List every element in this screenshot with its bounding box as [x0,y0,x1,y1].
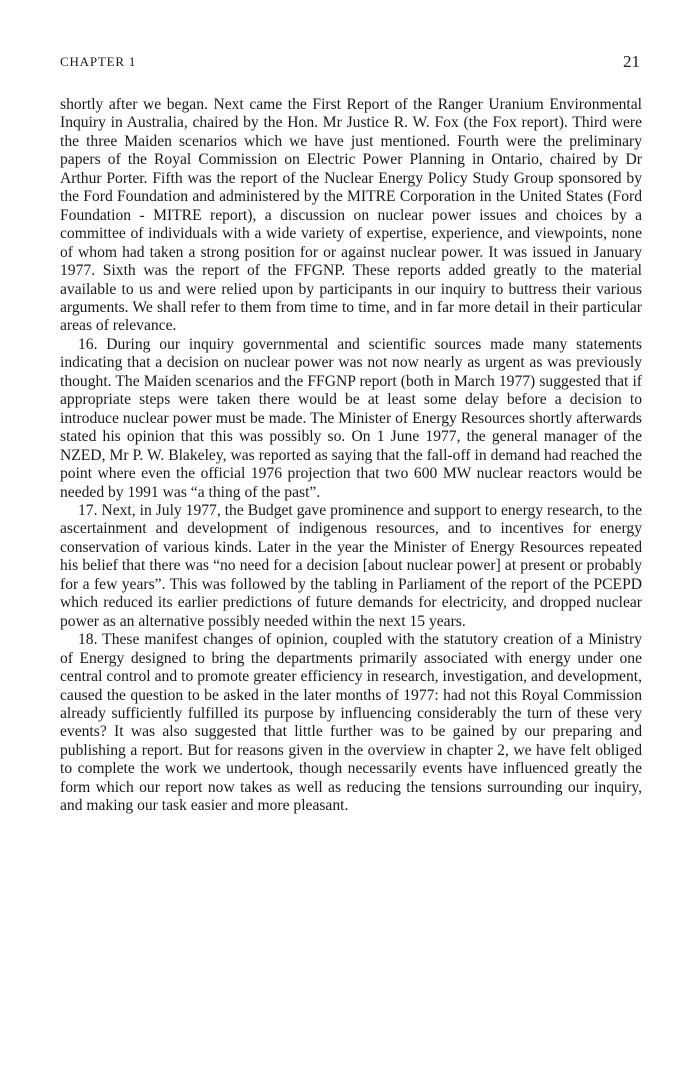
page-number: 21 [623,52,640,71]
paragraph-17: 17. Next, in July 1977, the Budget gave prominence and support to energy research, to the ascertainment and development of indigenous resources, and to incentives for energy conservation of various kinds. Later in the year the Minister of Energy Resources repeated his belief that there was “no need for a decision [about nuclear power] at present or probably for a few years”. This was followed by the tabling in Parliament of the report of the PCEPD which reduced its earlier predictions of future demands for electricity, and dropped nuclear power as an alternative possibly needed within the next 15 years. [60,501,642,630]
body-text [60,96,642,816]
running-header [60,54,640,78]
chapter-label: CHAPTER 1 [60,54,137,69]
paragraph-continued: shortly after we began. Next came the First Report of the Ranger Uranium Environmental Inquiry in Australia, chaired by the Hon. Mr Justice R. W. Fox (the Fox report). Third were the three Maiden scenarios which we have just mentioned. Fourth were the preliminary papers of the Royal Commission on Electric Power Planning in Ontario, chaired by Dr Arthur Porter. Fifth was the report of the Nuclear Energy Policy Study Group sponsored by the Ford Foundation and administered by the MITRE Corporation in the United States (Ford Foundation - MITRE report), a discussion on nuclear power issues and choices by a committee of individuals with a wide variety of expertise, experience, and viewpoints, none of whom had taken a strong position for or against nuclear power. It was issued in January 1977. Sixth was the report of the FFGNP. These reports added greatly to the material available to us and were relied upon by participants in our inquiry to buttress their various arguments. We shall refer to them from time to time, and in far more detail in their particular areas of relevance. [60,96,642,335]
paragraph-18: 18. These manifest changes of opinion, coupled with the statutory creation of a Ministry of Energy designed to bring the departments primarily associated with energy under one central control and to promote greater efficiency in research, investigation, and development, caused the question to be asked in the later months of 1977: had not this Royal Commission already sufficiently fulfilled its purpose by influencing considerably the turn of these very events? It was also suggested that little further was to be gained by our preparing and publishing a report. But for reasons given in the overview in chapter 2, we have felt obliged to complete the work we undertook, though necessarily events have influenced greatly the form which our report now takes as well as reducing the tensions surrounding our inquiry, and making our task easier and more pleasant. [60,631,642,815]
paragraph-16: 16. During our inquiry governmental and scientific sources made many statements indicating that a decision on nuclear power was not now nearly as urgent as was previously thought. The Maiden scenarios and the FFGNP report (both in March 1977) suggested that if appropriate steps were taken there would be at least some delay before a decision to introduce nuclear power must be made. The Minister of Energy Resources shortly afterwards stated his opinion that this was possibly so. On 1 June 1977, the general manager of the NZED, Mr P. W. Blakeley, was reported as saying that the fall-off in demand had reached the point where even the official 1976 projection that two 600 MW nuclear reactors would be needed by 1991 was “a thing of the past”. [60,335,642,501]
